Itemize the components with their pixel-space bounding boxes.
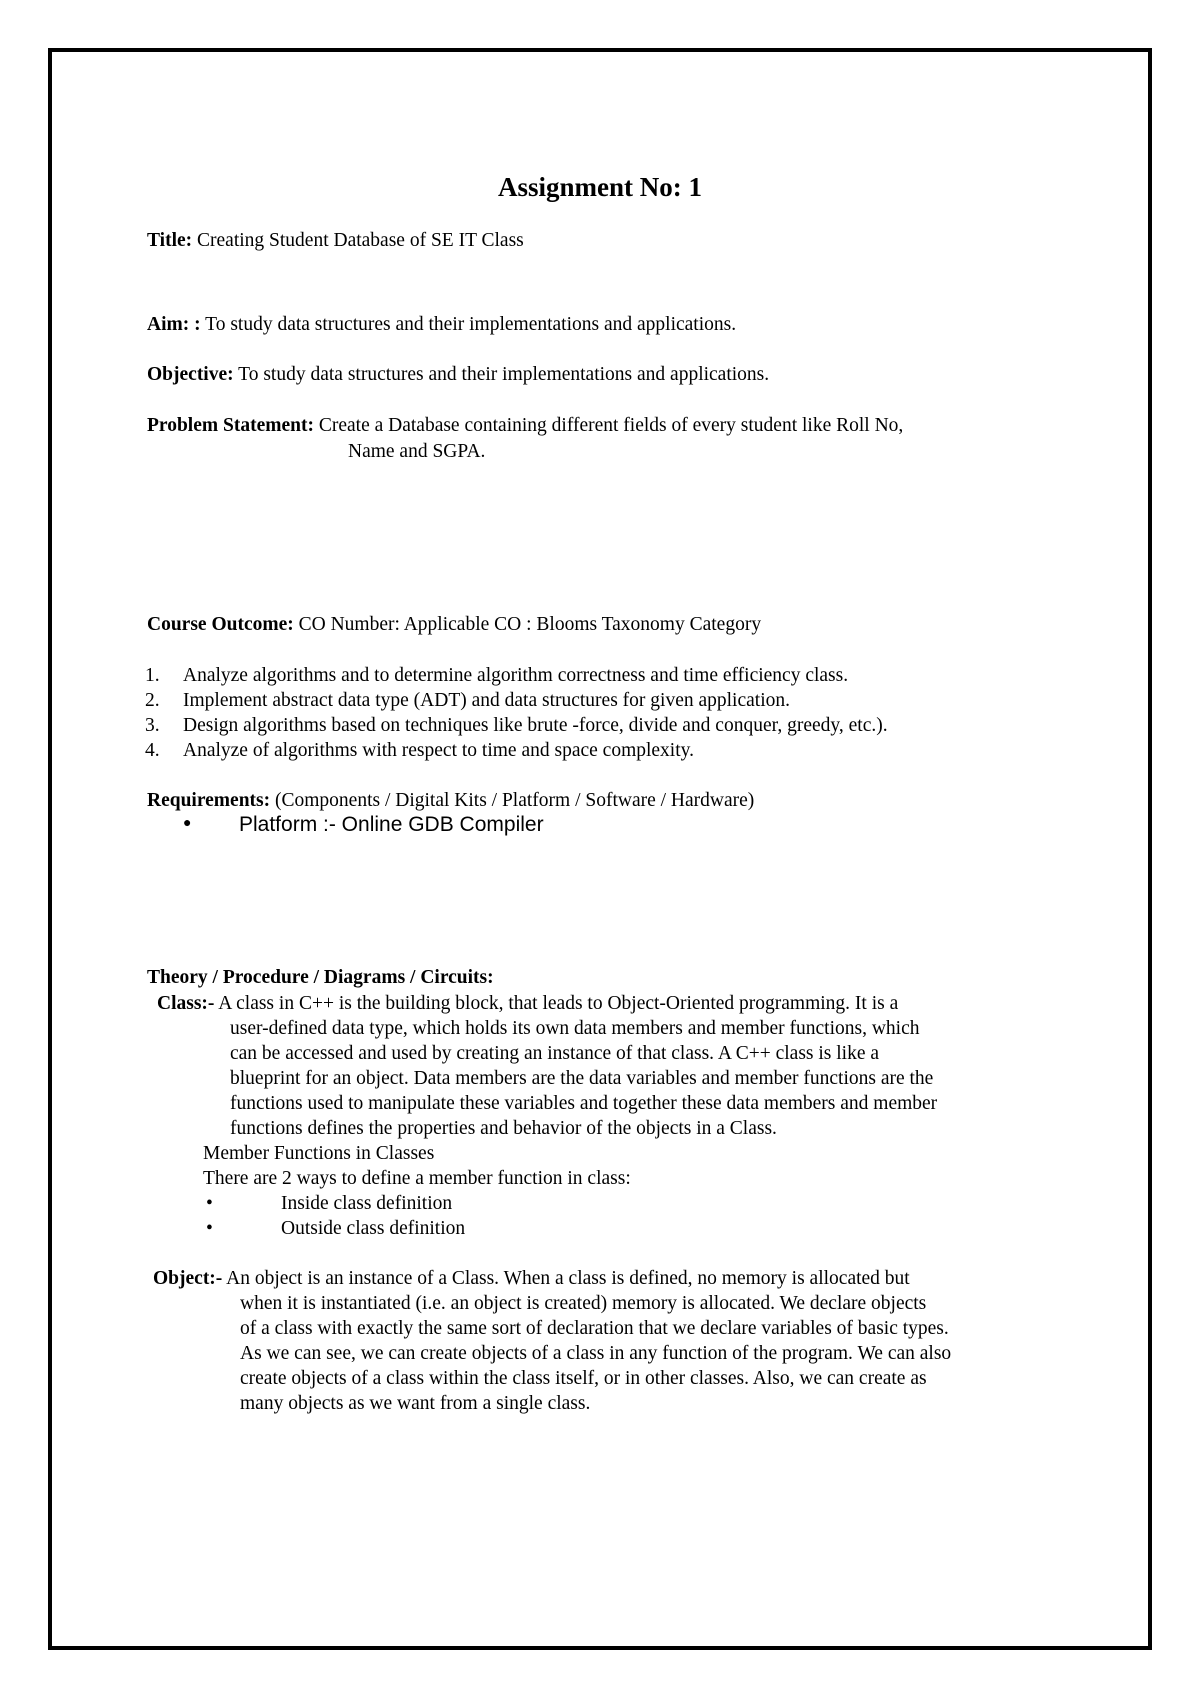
object-line: [153, 1268, 910, 1290]
problem-statement-value-2: Name and SGPA.: [348, 441, 486, 462]
page-border: [48, 48, 1152, 1650]
bullet-icon: •: [206, 1193, 213, 1214]
course-outcome-label: Course Outcome:: [147, 614, 294, 635]
bullet-icon: •: [206, 1218, 213, 1239]
member-function-way: Outside class definition: [281, 1218, 466, 1239]
title-line: [147, 230, 524, 252]
problem-statement-label: Problem Statement:: [147, 415, 314, 436]
member-functions-intro: There are 2 ways to define a member function in class:: [203, 1168, 631, 1189]
class-text-line: can be accessed and used by creating an instance of that class. A C++ class is like a: [230, 1043, 880, 1064]
co-item-num: 3.: [145, 715, 160, 736]
objective-line: [147, 364, 769, 386]
co-item-num: 4.: [145, 740, 160, 761]
requirements-bullet-icon: ●: [183, 816, 192, 831]
aim-value: To study data structures and their implementations and applications.: [205, 314, 737, 335]
co-item-text: Analyze of algorithms with respect to time and space complexity.: [183, 740, 694, 761]
member-functions-heading: Member Functions in Classes: [203, 1143, 435, 1164]
aim-line: [147, 314, 736, 336]
object-label: Object:-: [153, 1268, 223, 1289]
title-label: Title:: [147, 230, 193, 251]
class-text-line: user-defined data type, which holds its own data members and member functions, which: [230, 1018, 920, 1039]
class-line: [157, 993, 898, 1015]
requirements-value: (Components / Digital Kits / Platform / Software / Hardware): [275, 790, 755, 811]
objective-value: To study data structures and their implementations and applications.: [238, 364, 770, 385]
requirements-label: Requirements:: [147, 790, 271, 811]
class-text-line: functions defines the properties and behavior of the objects in a Class.: [230, 1118, 777, 1139]
co-item-text: Implement abstract data type (ADT) and data structures for given application.: [183, 690, 790, 711]
aim-label: Aim: :: [147, 314, 201, 335]
requirements-line: [147, 790, 754, 812]
object-text-line: create objects of a class within the class itself, or in other classes. Also, we can create as: [240, 1368, 927, 1389]
course-outcome-value: CO Number: Applicable CO : Blooms Taxonomy Category: [298, 614, 762, 635]
class-text-line: blueprint for an object. Data members are the data variables and member functions are the: [230, 1068, 934, 1089]
object-text-line: when it is instantiated (i.e. an object is created) memory is allocated. We declare objects: [240, 1293, 927, 1314]
co-item-num: 2.: [145, 690, 160, 711]
object-text-line: of a class with exactly the same sort of declaration that we declare variables of basic types.: [240, 1318, 949, 1339]
course-outcome-line: [147, 614, 761, 636]
class-text-line: functions used to manipulate these variables and together these data members and member: [230, 1093, 938, 1114]
page-title: Assignment No: 1: [497, 172, 702, 202]
theory-heading: Theory / Procedure / Diagrams / Circuits:: [147, 967, 494, 988]
class-text-line: A class in C++ is the building block, that leads to Object-Oriented programming. It is a: [218, 993, 899, 1014]
object-text-line: many objects as we want from a single class.: [240, 1393, 591, 1414]
co-item-text: Design algorithms based on techniques like brute -force, divide and conquer, greedy, etc.).: [183, 715, 888, 736]
member-function-way: Inside class definition: [281, 1193, 453, 1214]
object-text-line: As we can see, we can create objects of a class in any function of the program. We can also: [240, 1343, 952, 1364]
problem-statement-line: [147, 415, 903, 437]
title-value: Creating Student Database of SE IT Class: [197, 230, 524, 251]
class-label: Class:-: [157, 993, 215, 1014]
problem-statement-value-1: Create a Database containing different fields of every student like Roll No,: [318, 415, 904, 436]
objective-label: Objective:: [147, 364, 234, 385]
co-item-num: 1.: [145, 665, 160, 686]
co-item-text: Analyze algorithms and to determine algorithm correctness and time efficiency class.: [183, 665, 849, 686]
requirements-item: Platform :- Online GDB Compiler: [239, 813, 544, 836]
object-text-line: An object is an instance of a Class. When a class is defined, no memory is allocated but: [226, 1268, 910, 1289]
